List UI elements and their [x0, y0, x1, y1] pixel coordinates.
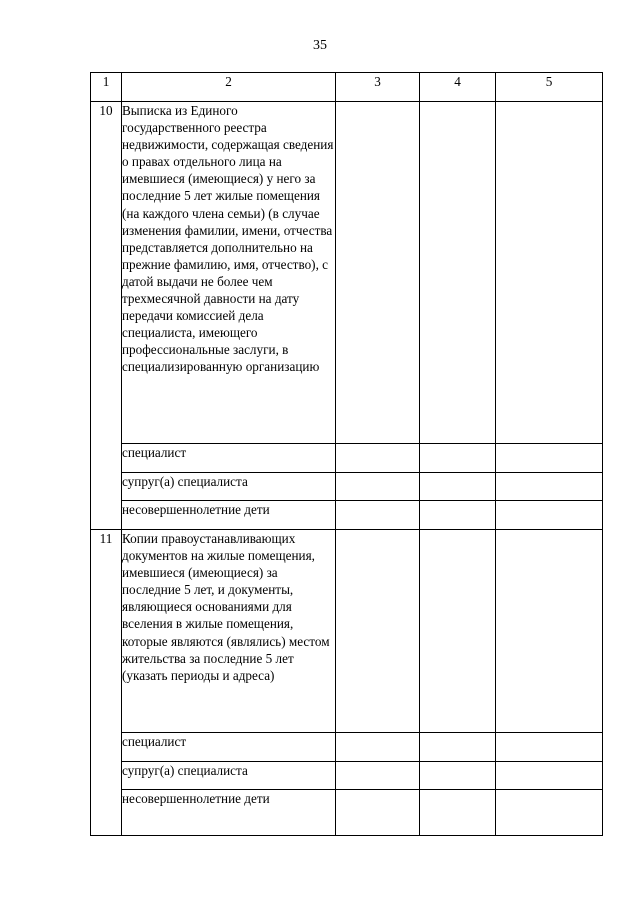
table-cell — [420, 473, 496, 501]
table-header-row — [91, 73, 603, 102]
table-cell — [336, 733, 420, 762]
column-header: 2 — [122, 73, 336, 102]
row-number: 11 — [91, 530, 122, 836]
table-cell — [496, 444, 603, 473]
table-cell — [420, 790, 496, 836]
subrow-label: несовершеннолетние дети — [122, 501, 336, 530]
column-header: 1 — [91, 73, 122, 102]
table-cell — [336, 501, 420, 530]
table-cell — [496, 790, 603, 836]
table-cell — [420, 444, 496, 473]
row-description: Выписка из Единого государственного реестра недвижимости, содержащая сведения о правах отдельного лица на имевшиеся (имеющиеся) у него за последние 5 лет жилые помещения (на каждого члена семьи) (в случае изменения фамилии, имени, отчества представляется дополнительно на прежние фамилию, имя, отчество), с датой выдачи не более чем трехмесячной давности на дату передачи комиссией дела специалиста, имеющего профессиональные заслуги, в специализированную организацию — [122, 102, 336, 444]
row-number: 10 — [91, 102, 122, 530]
table-cell — [420, 762, 496, 790]
document-table — [90, 72, 603, 836]
table-cell — [420, 733, 496, 762]
table-row — [91, 102, 603, 444]
table-cell — [496, 530, 603, 733]
column-header: 5 — [496, 73, 603, 102]
table-cell — [496, 733, 603, 762]
row-description: Копии правоустанавливающих документов на жилые помещения, имевшиеся (имеющиеся) за последние 5 лет, и документы, являющиеся основаниями для вселения в жилые помещения, которые являются (являлись) местом жительства за последние 5 лет (указать периоды и адреса) — [122, 530, 336, 733]
table-cell — [496, 102, 603, 444]
table-row — [91, 530, 603, 733]
subrow-label: супруг(а) специалиста — [122, 762, 336, 790]
table-subrow — [91, 762, 603, 790]
subrow-label: супруг(а) специалиста — [122, 473, 336, 501]
table-subrow — [91, 444, 603, 473]
table-subrow — [91, 473, 603, 501]
table-cell — [336, 102, 420, 444]
subrow-label: специалист — [122, 733, 336, 762]
table-cell — [336, 444, 420, 473]
table-subrow — [91, 733, 603, 762]
table-cell — [336, 530, 420, 733]
table-cell — [420, 530, 496, 733]
table-cell — [336, 473, 420, 501]
table-subrow — [91, 790, 603, 836]
column-header: 4 — [420, 73, 496, 102]
table-cell — [420, 501, 496, 530]
table-cell — [496, 473, 603, 501]
table-cell — [336, 762, 420, 790]
table-cell — [336, 790, 420, 836]
subrow-label: специалист — [122, 444, 336, 473]
table-subrow — [91, 501, 603, 530]
table-cell — [496, 762, 603, 790]
column-header: 3 — [336, 73, 420, 102]
page-number: 35 — [313, 38, 327, 53]
table-cell — [496, 501, 603, 530]
subrow-label: несовершеннолетние дети — [122, 790, 336, 836]
table-cell — [420, 102, 496, 444]
